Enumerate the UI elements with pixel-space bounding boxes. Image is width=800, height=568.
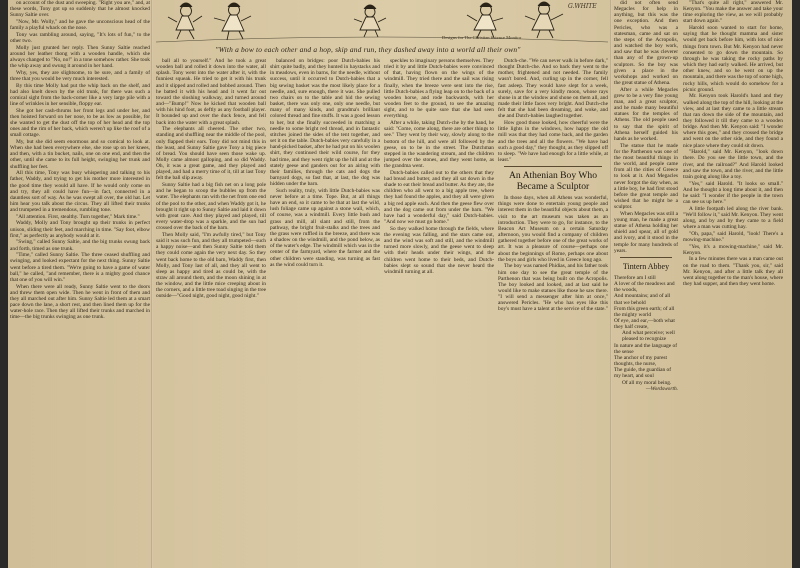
poem-body [614,275,678,386]
paragraph: After a while, taking Dutch-che by the hand, he said: "Come, come along, there are other things to see." They went by their way, slowly along to the bottom of the hill, and were all followed by the geese, on to be in the street. The Dutchman stepped in the wandering stream, and the children jumped over the stones, and they went home, as the grandma went. [384,120,494,170]
dancing-figure-left [168,3,202,39]
paragraph: "That's quite all right," answered Mr. Kenyon. "You make the answer and take your time exploring the view, as we will probably start down again." [683,0,783,25]
dancing-figure-right [467,2,563,38]
paragraph: A little footpath led along the river bank. "We'll follow it," said Mr. Kenyon. They went along, and by and by they came to a field where a man was cutting hay. [683,205,783,231]
divider-rule [504,166,602,167]
paragraph: "Swing," called Sunny Saltie, and the big trunks swung back and forth, timed as one trunk. [10,239,150,252]
paragraph: The elephants all cheered. The other two, standing and shuffling near the middle of the pool, only flapped their ears. Tony did not mind this in the least, and Sunny Saltie gave Tony a big piece of bread. You should have seen those wake up. Molly came almost galloping, and so did Waddy. Oh, it was a great game, and they played and played, and had a merry time of it, till at last Tony felt the ball slip away. [156,126,266,182]
paragraph: By this time Molly had put the whip back on the shelf, and had also knelt down by the old trunk, for there was such a comical sight from the back-corner like a very large pile with a line of wrinkles in her sensible, floppy ear. [10,82,150,107]
paragraph: ball all to yourself." And he took a great wooden ball and rolled it down into the water, all splash. Tony went into the water after it, with the funniest squeak. He tried to get it with his trunk and it slipped and rolled and bobbed around. Then he batted it with his head and it went far out toward the sloshing walkway, and turned around and—"Bump!" Now he kicked that wooden ball with his hind foot, as deftly as any football player. It bounded up and over the duck fence, and fell back into the water with a great splash. [156,58,266,126]
poem-line: A lover of the meadows and the woods, [614,281,675,294]
paragraph: Then Molly said, "I'm awfully tired," but Tony said it was such fun, and they all trumpeted—such a happy noise—and then Sunny Saltie told them they could come again the very next day. So they went back home to the old barn, Waddy first, then Molly, and Tony last of all, and they all went to sleep as happy and tired as could be, with the straw all around them, and the moon shining in at the window, and the little mice creeping about in the corners, and a little tree toad singing in the tree outside—"Good night, good night, good night." [156,231,266,300]
story-column-7 [683,0,783,568]
illustration-credit: Designs for The Christian Science Monitor [442,35,522,40]
poem-line: The guide, the guardian of my heart, and soul [614,367,672,380]
paragraph: "Harold," said Mr. Kenyon, "look down there. Do you see the little town, and the river, and the railroad?" And Harold looked and saw the town, and the river, and the little train going along like a toy. [683,149,783,180]
paragraph: After a while Megacles grew to be a very fine young man, and a great sculptor, and he made many beautiful statues for the temples of Athens. The old people used to say that the spirit of Athena herself guided his hands as he worked. [614,86,678,142]
illustrator-signature: G.WHITE [568,3,597,10]
paragraph: When Megacles was still a young man, he made a great statue of Athena holding her shield and spear, all of gold and ivory, and it stood in the temple for many hundreds of years. [614,210,678,254]
illustration-caption: "With a bow to each other and a hop, skip and run, they dashed away into a world all their own" [215,45,521,54]
story-column-2 [156,58,266,568]
paragraph: "All attention. First, stealthy. Turn together," Mark time." [16,213,140,220]
story-column-5 [498,58,608,568]
story-column-1 [10,0,150,568]
paragraph: on account of the dust and sweeping. "Right you are," and, at these words, Tony got up so suddenly that he almost knocked Sunny Saltie over. [10,0,150,19]
paragraph: "Yes, it's a mowing-machine," said Mr. Kenyon. [683,243,783,256]
poem-line: And what perceive; well pleased to recognize [622,330,675,343]
poem-line: The anchor of my purest thoughts, the nurse, [614,354,667,368]
paragraph: Molly just grunted her reply. Then Sunny Saltie reached around her leather thong with a wooden handle, which she always changed to "No, no!" in a tone somehow rather. She took the whip away and swung it around in her hand. [10,44,150,70]
paragraph: How good those looked, how cheerful were the little lights in the windows, how happy the old mill was that they had come back, and the garden and the trees and all the flowers. "We have had such a good day," they thought, as they slipped off to sleep. "We have had enough for a little while, at least." [498,120,608,163]
paragraph: Waddy, Molly and Tony brought up their trunks in perfect unison, sliding their feet, and marching in time. "Say foot, elbow first," as perfectly as anybody would at it. [10,220,150,239]
poem-line: From this green earth; of all the mighty world [614,305,675,318]
divider-rule [620,257,672,258]
column-fold [610,0,612,568]
dancing-figure-second [214,3,251,40]
poem-byline: —Wordsworth. [645,386,678,393]
paragraph: Tony was rambling around, saying, "It's lots of fun," to the other two. [10,31,150,44]
story-column-3 [270,58,380,568]
column-fold [151,0,153,568]
paragraph: did not often send Megacles for help in anything, but this was the one exception. And then Pericles, who was a statesman, came and sat on the steps of the Acropolis, and watched the boy work, and saw that he was cleverer than any of the grown-up sculptors. So the boy was given a place in the workshops and worked on the great statue of Athena. [614,0,678,87]
paragraph: balanced on bridges: poor Dutch-babies his shirt quite badly, and they hunted in haystacks and in meadows, even in barns, for the needle, without success, until it occurred to Dutch-babies that a big sewing basket was the most likely place for a needle, and, sure enough, there it was. She pulled two chairs on to the table and hid the sewing basket, there was only one, only one needle, but many of many kinds, and grandma's brilliant colored thread and fine stuffs. It was a good lesson to her, but she finally succeeded in matching a needle to some bright red thread, and in fantastic stitches joined the sides of the tent together, and set it on the table. Dutch-babies very carefully in a hand-picked basket, after he had put on his woolen shirt, they continued their wild course, for they had time, and they went right up the hill and at the stately geese and ganders out for an airing with their families, through the cats and dogs the barnyard dogs, so fast that, at last, the dog was hidden under the barn. [270,58,380,188]
paragraph: All this time, Tony was busy whispering and talking to his father, Waddy, and trying to get his mother more interested in the good time they would all have. If he would only come on and try, they all could have fun—in fact, connected in a dauntless sort of way. As he was swept all over, the old hat. Let him hear you talk about the circus. They all lifted their trunks and trumpeted in a tremendous, rumbling tone. [10,170,150,214]
poem-line: Of all my moral being. [622,379,672,386]
poem-line: In nature and the language of the sense [614,342,678,355]
poem-heading-tintern-abbey: Tintern Abbey [622,261,670,271]
paragraph: "Now, Mr. Wolly," and he gave the unconscious head of the family a playful whack on the nose. [10,18,150,32]
paragraph: "Oh, papa," said Harold, "look! There's a mowing-machine." [683,230,783,243]
poem-line: Of eye, and ear,—both what they half create, [614,318,675,331]
story-column-6 [614,0,678,568]
paragraph: Such reality, truly, with little Dutch-babies was never before at a time. Tope. But, at all things have an end, so it came to be that at last the wild, lush foliage came up against a stone wall, which, of course, was a windmill. Every little bush and grass and mill, all slant and still, from the pathway, the bright fruit-stalks and the trees and the grass were ruffled in the breeze, and there was a shadow on the windmill, and the pond below, as of the water's edge. The windmill which was in the center of the farmyard, where the farmer and the other children were standing, was turning as fast as the wind could turn it. [270,187,380,268]
paragraph: "Time," called Sunny Saltie. The three ceased shuffling and swinging, and looked expectant for the next thing. Sunny Saltie went before a tired them. "We're going to have a game of water ball," he called, "and remember, there is a mighty good chance that one of you will win." [10,252,150,283]
paragraph: When there were all ready, Sunny Saltie went to the doors and threw them open wide. Then he went in front of them and they all marched out after him. Sunny Saltie led them at a smart pace down the lane, a short rest, and then lined them up for the water-hole race. Then they all lifted their trunks and marched in time—the big trunks swinging as one trunk. [10,283,150,321]
story-column-4 [384,58,494,568]
paragraph: In a few minutes there was a man came out on the road to them. "Thank you, sir," said Mr. Kenyon, and after a little talk they all went along together to the man's house, where they had supper, and then they went home. [683,256,783,288]
paragraph: Dutch-babies called out to the others that they had bread and butter, and they all sat down in the shade to eat their bread and butter. As they ate, the children who all went to a big apple tree, where they had found the apples, and they all were given a big red apple each. And then the geese flew over and the dog came out from under the barn. "We have had a wonderful day," said Dutch-babies. "And now we must go home." [384,169,494,226]
paragraph: Mr. Kenyon took Harold's hand and they walked along the top of the hill, looking at the view, and at last they came to a little stream that ran down the side of the mountain, and they followed it till they came to a wooden bridge. And then Mr. Kenyon said: "I wonder where this goes," and they crossed the bridge and went on the other side, and they found a nice place where they could sit down. [683,93,783,149]
paragraph: Why, yes, they are slightsome, to be sure, and a family of three that you would be very much interested. [10,69,150,82]
paragraph: speckles to imaginary persons themselves. They tried it by and little Dutch-babies were convinced of that, having flown on the wings of the windmill. They tried there and the sail was rising finally, when the breeze were sent into the rise, little Dutch-babies a flying leap on to the back of a wooden horse, and rode backwards, with her wooden feet to the ground, to see the amazing sight, and to be quite sure that she had seen everything. [384,58,494,120]
paragraph: Dutch-che. "We can never walk in before dark," thought Dutch-che. And so back they went to the mother, frightened and not needed. The family wasn't bored. And, curling up in the corner, fell fast asleep. They would have slept for a week, surely, save for a very kindly moon, whose rays shone in at the window and shone on them all, and made their little faces very bright. And Dutch-che felt that she had been dreaming, and woke, and she and Dutch-babies laughed together. [498,58,608,120]
paragraph: Harold soon wanted to start for home, saying that he thought mamma and sister would get back before him, with lots of nice things from town. But Mr. Kenyon had never consented to go down the mountain. So through he was taking the rocky paths by which they had early walked. He arrived, but other knew, and so he went on up the mountain, and there was the top of some high, rocky hills, which would do somehow for a picnic ground. [683,25,783,93]
paragraph: In those days, when all Athens was wonderful, things were done to entertain young people and interest them in the beautiful objects about them, a visit to the art museum was taken as an introduction. They were to go, for instance, to the Beacon Art Museum on a certain Saturday afternoon, you would find a company of children gathered together before one of the great works of art. It was a pleasure of course—perhaps one about the beginnings of Rome, perhaps one about the boys and girls who lived in Greece long ago. [498,195,608,263]
poem-line: Therefore am I still [614,274,656,281]
dancing-figure-center [354,5,386,37]
paragraph: The statue that he made for the Parthenon was one of the most beautiful things in the world, and people came from all the cities of Greece to look at it. And Megacles never forgot the day when, as a little boy, he had first stood before the great temple and wished that he might be a sculptor. [614,142,678,211]
paragraph: My, but she did seem enormous and so comical to look at. When she had been everywhere else, she rose up on her knees, and then, with a tin bucket, nails, one on one end, and then the other, until she came to its full height, swinging her trunk and shuffling her feet. [10,138,150,170]
paragraph: "Yes," said Harold. "It looks so small." And he thought a long time about it, and then he said: "I wonder if the people in the town can see us up here." [683,180,783,205]
paragraph: Sunny Saltie had a big fish net on a long pole and he began to scoop the bubbles up from the water. The elephants ran with the net from one end of the pool to the other, and when Waddy got it, he brought it right up to Sunny Saltie and laid it down with great care. And they played and played, till every water-drop was a sparkle, and the sun had crossed over the back of the barn. [156,182,266,232]
paragraph: The boy was named Phidias, and his father took him one day to see the great temple of the Parthenon that was being built on the Acropolis. The boy looked and looked, and at last said he would like to make statues like those he saw there. "I will send a messenger after him at once," answered Pericles. "He who has eyes like this boy's must have a talent at the service of the state." [498,263,608,313]
paragraph: So they walked home through the fields, where the evening was falling, and the stars came out, and the wind was soft and still, and the windmill turned more slowly, and the geese went to sleep with their heads under their wings, and the children went home to their beds, and Dutch-babies slept so sound that she never heard the windmill turning at all. [384,225,494,275]
paragraph: She got her cash-thrums her front legs and under her, and then hoisted forward on her nose, to be as low as possible, for she wanted to get the dust off the top of her head and the top ones and the rim of her back, which weren't up like the roof of a small cottage. [10,107,150,139]
article-heading-athenian-boy: An Athenian Boy Who Became a Sculptor [508,170,598,193]
poem-line: And mountains; and of all that we behold [614,293,671,306]
newspaper-page [8,0,792,568]
